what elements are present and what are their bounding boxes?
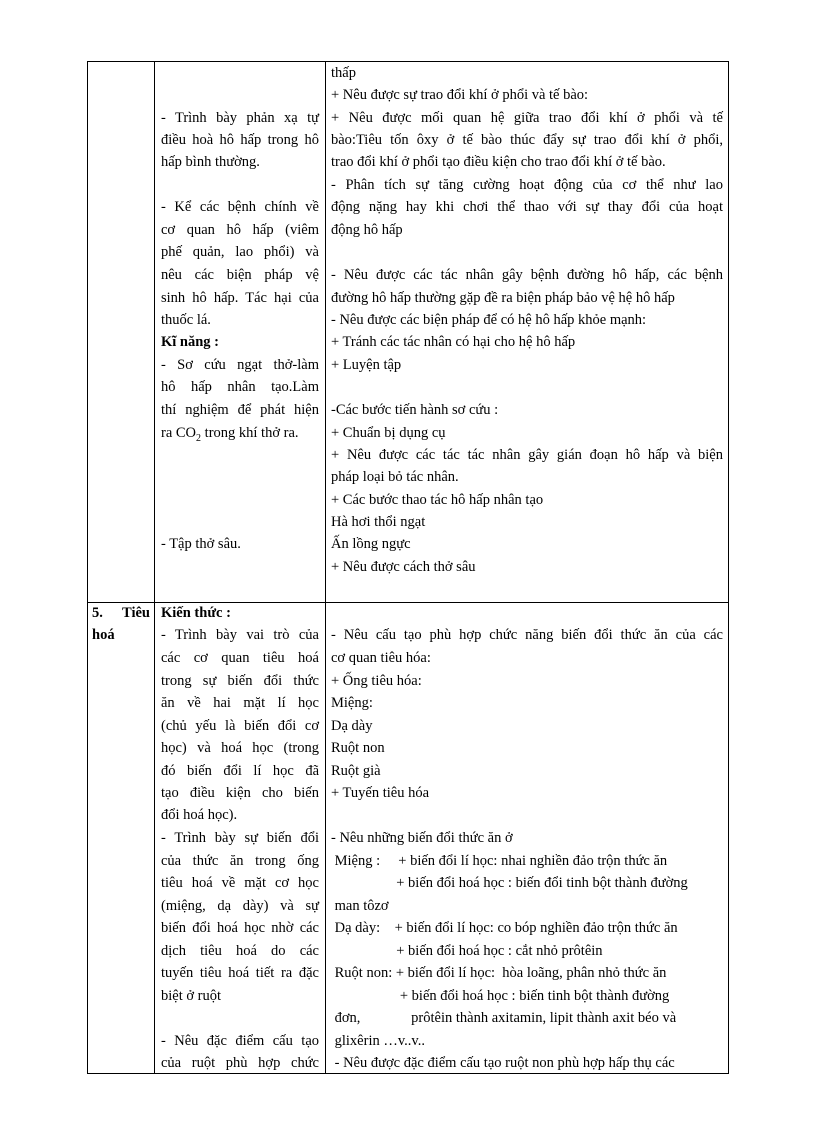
cell-text-line: + biến đổi hoá học : biến đổi tinh bột thành đường [331,875,688,891]
cell-text-line: tuyến tiêu hoá tiết ra đặc [161,965,319,981]
cell-text-line: + Nêu được mối quan hệ giữa trao đổi khí ở phổi và tế [331,110,723,126]
cell-text-line: - Nêu được các biện pháp để có hệ hô hấp khỏe mạnh: [331,312,647,328]
cell-text-line: đơn, prôtêin thành axitamin, lipit thành axit béo và [331,1010,677,1026]
cell-text-line: - Trình bày phản xạ tự [161,110,319,126]
cell-text-line: bào:Tiêu tốn ôxy ở tế bào thúc đẩy sự trao đổi khí ở phổi, [331,132,723,148]
cell-text-line: + Tuyến tiêu hóa [331,785,430,801]
cell-text-line: cơ quan tiêu hóa: [331,650,431,666]
cell-text-line: - Trình bày sự biến đổi [161,830,319,846]
cell-text-line: + Nêu được cách thở sâu [331,559,476,575]
section-heading: Kĩ năng : [161,334,220,350]
cell-text-line: + Các bước thao tác hô hấp nhân tạo [331,492,544,508]
cell-text-line: dịch tiêu hoá do các [161,943,319,959]
cell-text-with-formula: ra $CO_2$ trong khí thở ra. [161,425,299,444]
cell-text-line: Dạ dày [331,718,373,734]
cell-text-line: - Phân tích sự tăng cường hoạt động của cơ thể như lao [331,177,723,193]
cell-text-line: + Chuẩn bị dụng cụ [331,425,446,441]
cell-text-line: điều hoà hô hấp trong hô [161,132,319,148]
cell-text-line: + biến đổi hoá học : biến tinh bột thành đường [331,988,670,1004]
section-title: hoá [92,627,115,643]
cell-text-line: động nặng hay khi chơi thể thao với sự thay đổi của hoạt [331,199,723,215]
cell-text-line: -Các bước tiến hành sơ cứu : [331,402,499,418]
cell-text-line [161,422,299,444]
cell-text-line: + Nêu được các tác tác nhân gây gián đoạn hô hấp và biện [331,447,723,463]
cell-text-line: + Ống tiêu hóa: [331,673,422,689]
cell-text-line: đó biến đổi lí học đã [161,763,319,779]
cell-text-line: pháp loại bỏ tác nhân. [331,469,459,485]
cell-text-line: hô hấp nhân tạo.Làm [161,379,319,395]
cell-text-line: - Nêu đặc điểm cấu tạo [161,1033,319,1049]
cell-text-line: biến đổi hoá học nhờ các [161,920,319,936]
cell-text-line: - Nêu những biến đổi thức ăn ở [331,830,513,846]
cell-text-line: trao đổi khí ở phổi tạo điều kiện cho trao đổi khí ở tế bào. [331,154,666,170]
section-number-word: Tiêu [122,605,150,621]
cell-text-line: của thức ăn trong ống [161,853,319,869]
cell-text-line: - Nêu được đặc điểm cấu tạo ruột non phù hợp hấp thụ các [331,1055,675,1071]
cell-text-line: ăn về hai mặt lí học [161,695,319,711]
cell-text-line: Miệng : + biến đổi lí học: nhai nghiền đảo trộn thức ăn [331,853,668,869]
cell-text-line: Ruột già [331,763,381,779]
cell-text-line: Ruột non [331,740,385,756]
cell-text-line: trong sự biến đổi thức [161,673,319,689]
cell-text-line: - Nêu cấu tạo phù hợp chức năng biến đổi thức ăn của các [331,627,723,643]
column-divider-1 [154,62,155,1073]
column-divider-2 [325,62,326,1073]
cell-text-line: Dạ dày: + biến đổi lí học: co bóp nghiền đảo trộn thức ăn [331,920,678,936]
cell-text-line: hấp bình thường. [161,154,260,170]
cell-text-line: tạo điều kiện cho biến [161,785,319,801]
cell-text-line: thấp [331,65,356,81]
cell-text-line: + Luyện tập [331,357,402,373]
cell-text-line: - Sơ cứu ngạt thở-làm [161,357,319,373]
cell-text-line: - Kể các bệnh chính về [161,199,319,215]
cell-text-line: - Tập thở sâu. [161,536,241,552]
cell-text-line: + Tránh các tác nhân có hại cho hệ hô hấp [331,334,576,350]
cell-text-line: Miệng: [331,695,373,711]
cell-text-line: (chủ yếu là biến đổi cơ [161,718,319,734]
cell-text-line: các cơ quan tiêu hoá [161,650,319,666]
section-number-prefix: 5. [92,605,103,621]
cell-text-line: - Nêu được các tác nhân gây bệnh đường hô hấp, các bệnh [331,267,723,283]
cell-text-line: tiêu hoá về mặt cơ học [161,875,319,891]
cell-text-line: thuốc lá. [161,312,211,328]
cell-text-line: học) và hoá học (trong [161,740,319,756]
cell-text-line: + Nêu được sự trao đổi khí ở phổi và tế bào: [331,87,589,103]
cell-text-line: động hô hấp [331,222,403,238]
section-heading: Kiến thức : [161,605,231,621]
cell-text-line: phế quản, lao phổi) và [161,244,319,260]
cell-text-line: đường hô hấp thường gặp đề ra biện pháp bảo vệ hệ hô hấp [331,290,675,306]
cell-text-line: của ruột phù hợp chức [161,1055,319,1071]
cell-text-line: - Trình bày vai trò của [161,627,319,643]
cell-text-line: Ấn lồng ngực [331,536,411,552]
cell-text-line: biệt ở ruột [161,988,222,1004]
cell-text-line: thí nghiệm để phát hiện [161,402,319,418]
section-number [92,602,152,624]
cell-text-line: (miệng, dạ dày) và sự [161,898,319,914]
cell-text-line: man tôzơ [331,898,389,914]
cell-text-line: đổi hoá học). [161,807,238,823]
cell-text-line: Hà hơi thổi ngạt [331,514,426,530]
cell-text-line: cơ quan hô hấp (viêm [161,222,319,238]
cell-text-line: nêu các biện pháp vệ [161,267,319,283]
cell-text-line: + biến đổi hoá học : cắt nhỏ prôtêin [331,943,603,959]
cell-text-line: sinh hô hấp. Tác hại của [161,290,319,306]
cell-text-line: glixêrin …v..v.. [331,1033,425,1049]
cell-text-line: Ruột non: + biến đổi lí học: hòa loãng, phân nhỏ thức ăn [331,965,667,981]
